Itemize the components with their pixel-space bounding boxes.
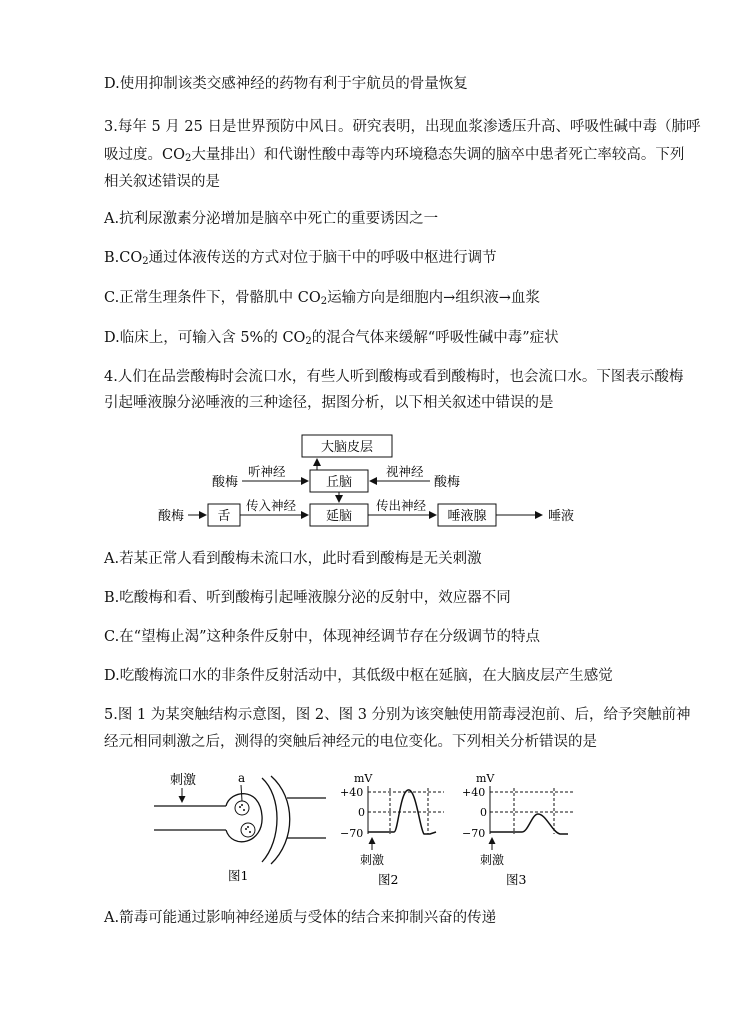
q4-option-b: B.吃酸梅和看、听到酸梅引起唾液腺分泌的反射中，效应器不同 bbox=[104, 590, 511, 606]
q3-option-d: D.临床上，可输入含 5%的 $CO_2$的混合气体来缓解“呼吸性碱中毒”症状 bbox=[104, 330, 559, 347]
efferent-nerve-label: 传出神经 bbox=[376, 498, 427, 513]
cortex-label: 大脑皮层 bbox=[320, 440, 374, 455]
fig1-stim-label: 刺激 bbox=[170, 773, 197, 788]
fig3-tick-40: +40 bbox=[462, 786, 486, 799]
figure-1-synapse bbox=[150, 768, 330, 888]
q3-option-b: $B.CO_2$通过体液传送的方式对位于脑干中的呼吸中枢进行调节 bbox=[104, 250, 497, 267]
sour-plum-bottom-label: 酸梅 bbox=[158, 509, 185, 524]
fig2-unit: mV bbox=[354, 772, 373, 785]
afferent-nerve-label: 传入神经 bbox=[246, 498, 297, 513]
q5-stem-line2: 经元相同刺激之后，测得的突触后神经元的电位变化。下列相关分析错误的是 bbox=[104, 734, 597, 750]
fig1-caption: 图1 bbox=[228, 868, 249, 883]
q4-stem-line1: 4.人们在品尝酸梅时会流口水，有些人听到酸梅或看到酸梅时，也会流口水。下图表示酸梅 bbox=[104, 369, 684, 385]
sour-plum-right-label: 酸梅 bbox=[434, 475, 461, 490]
q3-stem-line1: 3.每年 5 月 25 日是世界预防中风日。研究表明，出现血浆渗透压升高、呼吸性碱中毒（肺呼 bbox=[104, 119, 701, 135]
figure-3-potential bbox=[456, 770, 586, 890]
q3-option-a: A.抗利尿激素分泌增加是脑卒中死亡的重要诱因之一 bbox=[104, 211, 439, 227]
medulla-label: 延脑 bbox=[325, 509, 353, 524]
q4-option-c: C.在“望梅止渴”这种条件反射中，体现神经调节存在分级调节的特点 bbox=[104, 629, 541, 645]
fig2-tick-40: +40 bbox=[340, 786, 364, 799]
q4-option-d: D.吃酸梅流口水的非条件反射活动中，其低级中枢在延脑，在大脑皮层产生感觉 bbox=[104, 668, 613, 684]
fig3-weak-potential-curve bbox=[490, 814, 568, 834]
fig3-unit: mV bbox=[476, 772, 495, 785]
tongue-label: 舌 bbox=[217, 509, 231, 524]
q5-stem-line1: 5.图 1 为某突触结构示意图，图 2、图 3 分别为该突触使用箭毒浸泡前、后，给予突触前神 bbox=[104, 707, 691, 723]
fig1-point-a: a bbox=[238, 771, 246, 785]
fig2-tick-0: 0 bbox=[358, 806, 365, 819]
fig2-caption: 图2 bbox=[378, 872, 399, 887]
saliva-label: 唾液 bbox=[548, 509, 575, 524]
reflex-pathway-diagram bbox=[150, 432, 575, 532]
fig2-stim-label: 刺激 bbox=[360, 853, 385, 867]
fig2-tick-70: −70 bbox=[340, 827, 364, 840]
vesicle-lower bbox=[241, 823, 255, 837]
q4-option-a: A.若某正常人看到酸梅未流口水，此时看到酸梅是无关刺激 bbox=[104, 551, 482, 567]
sour-plum-left-label: 酸梅 bbox=[212, 475, 239, 490]
sight-nerve-label: 视神经 bbox=[386, 464, 424, 479]
q3-stem-line3: 相关叙述错误的是 bbox=[104, 174, 220, 190]
gland-label: 唾液腺 bbox=[447, 509, 487, 524]
vesicle-upper bbox=[235, 801, 249, 815]
fig3-stim-label: 刺激 bbox=[480, 853, 505, 867]
q3-option-c: C.正常生理条件下，骨骼肌中 $CO_2$运输方向是细胞内→组织液→血浆 bbox=[104, 290, 540, 307]
figure-2-potential bbox=[332, 770, 452, 890]
q4-stem-line2: 引起唾液腺分泌唾液的三种途径，据图分析，以下相关叙述中错误的是 bbox=[104, 395, 554, 411]
hear-nerve-label: 听神经 bbox=[248, 464, 286, 479]
q2-option-d: D.使用抑制该类交感神经的药物有利于宇航员的骨量恢复 bbox=[104, 76, 468, 92]
q5-option-a: A.箭毒可能通过影响神经递质与受体的结合来抑制兴奋的传递 bbox=[104, 910, 497, 926]
thalamus-label: 丘脑 bbox=[325, 475, 353, 490]
q3-stem-line2: 吸过度。$CO_2$大量排出）和代谢性酸中毒等内环境稳态失调的脑卒中患者死亡率较高。下列 bbox=[104, 147, 685, 164]
fig3-tick-70: −70 bbox=[462, 827, 486, 840]
fig3-caption: 图3 bbox=[506, 872, 527, 887]
fig3-tick-0: 0 bbox=[480, 806, 487, 819]
